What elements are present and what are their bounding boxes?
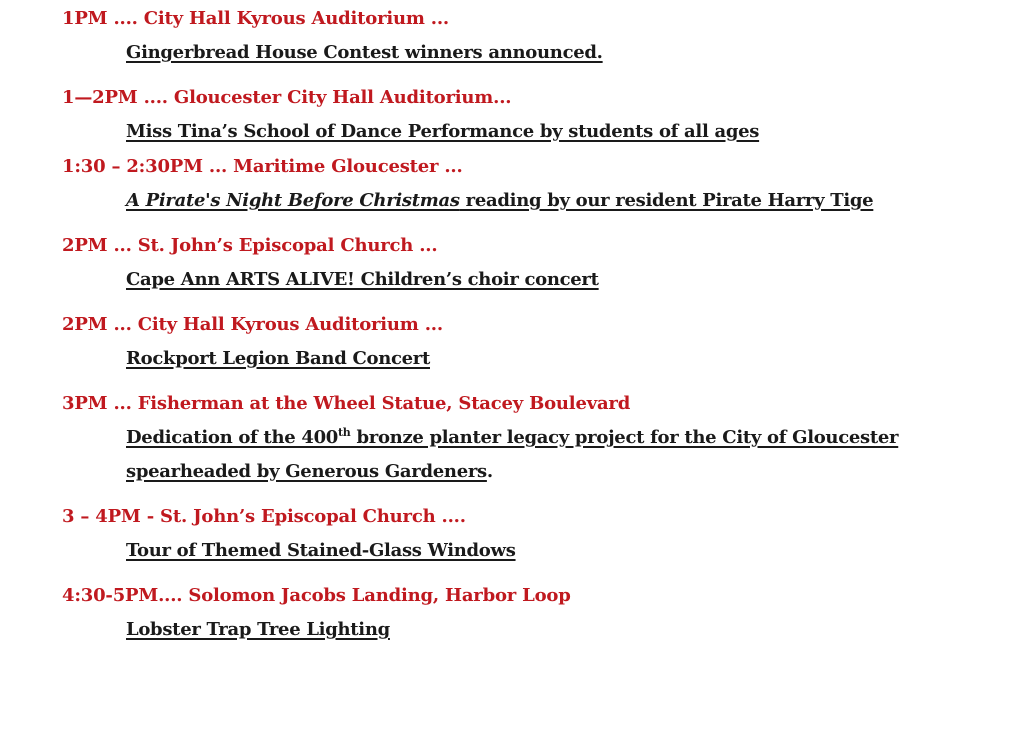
book-title: A Pirate's Night Before Christmas <box>126 190 460 211</box>
event-time-location: 3PM ... Fisherman at the Wheel Statue, Stacey Boulevard <box>62 393 631 414</box>
event-time-location: 2PM ... St. John’s Episcopal Church ... <box>62 235 438 256</box>
event-description-text: spearheaded by Generous Gardeners <box>126 461 487 482</box>
event-description: Rockport Legion Band Concert <box>126 348 430 369</box>
event-description: Tour of Themed Stained-Glass Windows <box>126 540 516 561</box>
event-time-location: 1:30 – 2:30PM ... Maritime Gloucester ... <box>62 156 463 177</box>
event-description <box>126 427 898 448</box>
event-description: Miss Tina’s School of Dance Performance by students of all ages <box>126 121 760 142</box>
event-description <box>126 190 873 211</box>
ordinal-suffix: th <box>338 426 351 439</box>
event-time-location: 4:30-5PM.... Solomon Jacobs Landing, Harbor Loop <box>62 585 571 606</box>
event-time-location: 1PM .... City Hall Kyrous Auditorium ... <box>62 8 449 29</box>
period: . <box>486 461 493 482</box>
event-description: Gingerbread House Contest winners announced. <box>126 42 603 63</box>
event-time-location: 3 – 4PM - St. John’s Episcopal Church .... <box>62 506 466 527</box>
event-description-continued <box>126 461 493 482</box>
event-description-text: bronze planter legacy project for the City of Gloucester <box>350 427 899 448</box>
event-time-location: 2PM ... City Hall Kyrous Auditorium ... <box>62 314 443 335</box>
event-description: Cape Ann ARTS ALIVE! Children’s choir concert <box>126 269 599 290</box>
event-description: Lobster Trap Tree Lighting <box>126 619 390 640</box>
event-description-text: Dedication of the 400 <box>126 427 339 448</box>
event-description-text: reading by our resident Pirate Harry Tige <box>459 190 874 211</box>
event-time-location: 1—2PM .... Gloucester City Hall Auditorium... <box>62 87 512 108</box>
